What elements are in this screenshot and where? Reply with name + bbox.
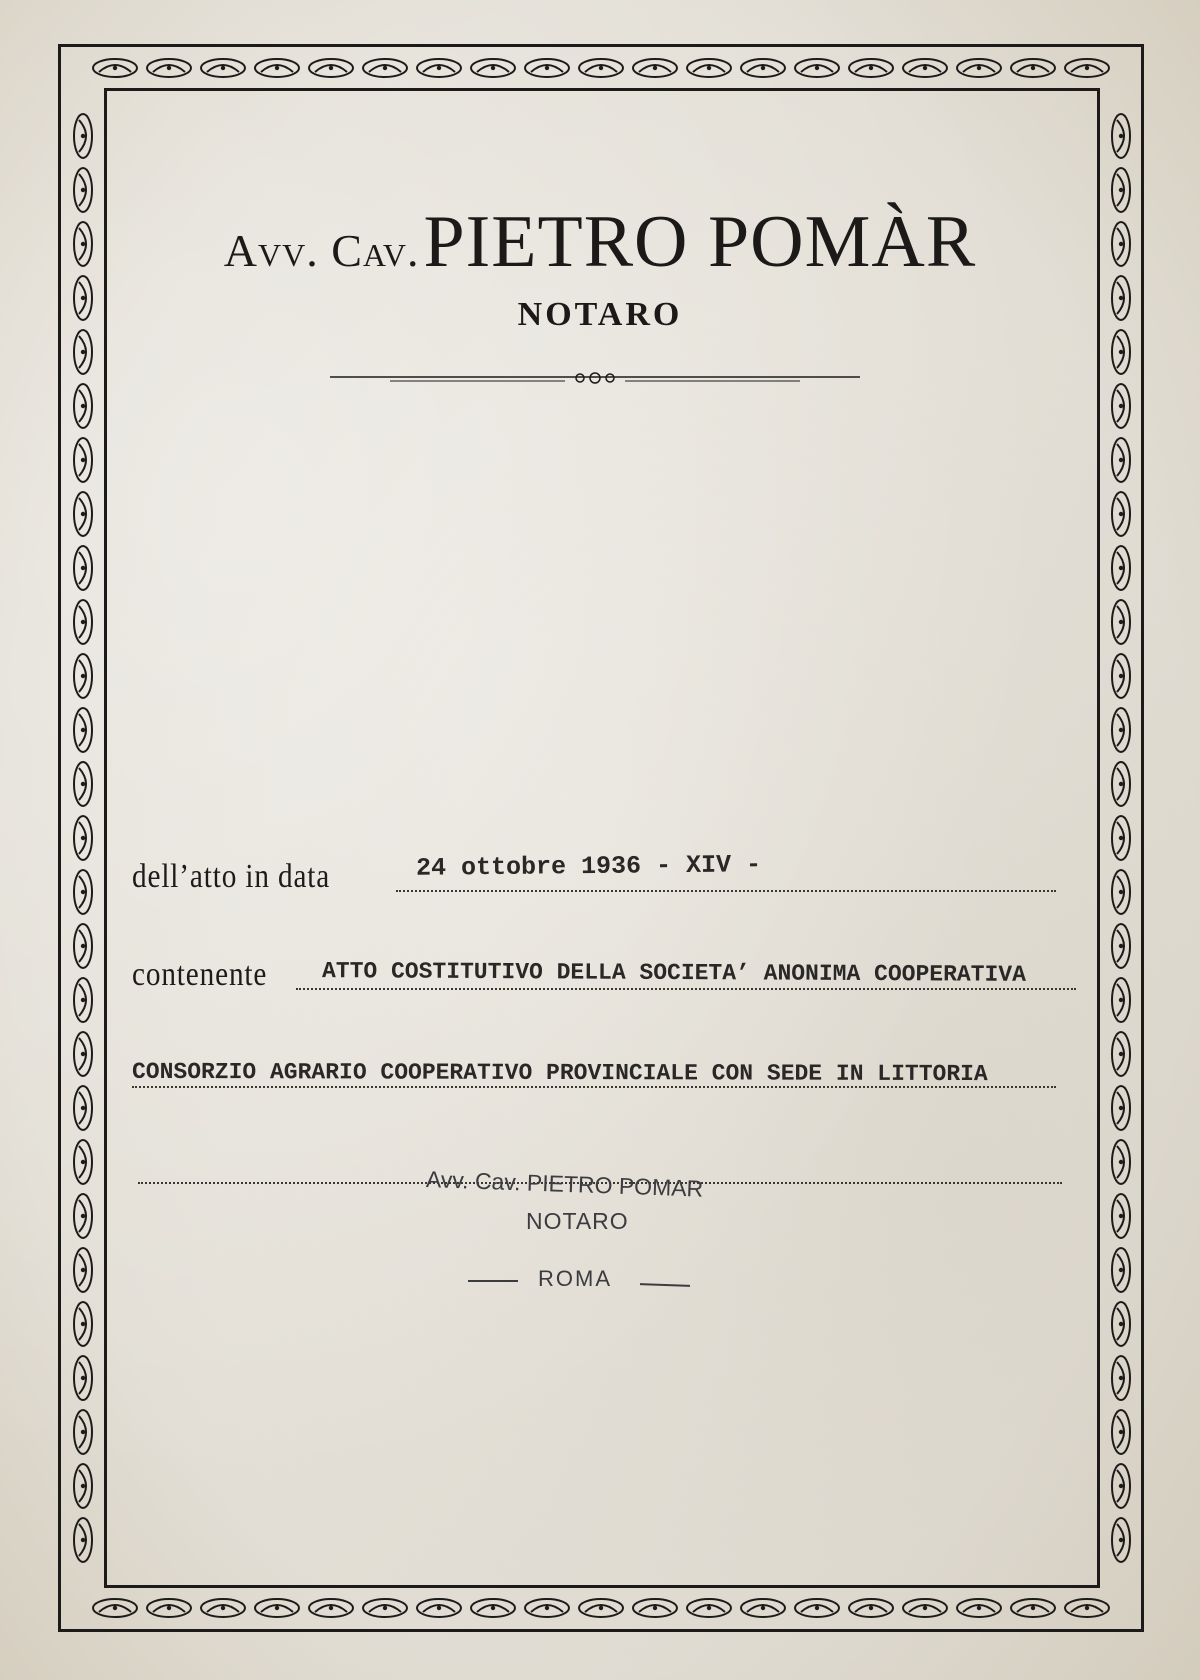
content-line-2: CONSORZIO AGRARIO COOPERATIVO PROVINCIALE CON SEDE IN LITTORIA (131, 1058, 988, 1088)
stamp-line-1: Avv. Cav. PIETRO POMAR (425, 1166, 704, 1202)
decorative-rule (330, 366, 860, 390)
stamp-line-2: NOTARO (526, 1208, 629, 1234)
date-label: dell’atto in data (132, 858, 331, 895)
title-prefix: Avv. Cav. (223, 225, 420, 276)
letterhead-title (120, 200, 1080, 285)
letterhead-subtitle: NOTARO (517, 296, 683, 333)
stamp-city: ROMA (538, 1266, 612, 1291)
content-line-1: ATTO COSTITUTIVO DELLA SOCIETA’ ANONIMA COOPERATIVA (321, 958, 1026, 988)
date-value: 24 ottobre 1936 - XIV - (415, 850, 762, 883)
title-name: PIETRO POMÀR (423, 201, 977, 283)
content-label: contenente (132, 956, 268, 993)
content-dotted-line-1 (296, 988, 1076, 990)
date-dotted-line (396, 890, 1056, 892)
stamp-dash-left (468, 1280, 518, 1282)
